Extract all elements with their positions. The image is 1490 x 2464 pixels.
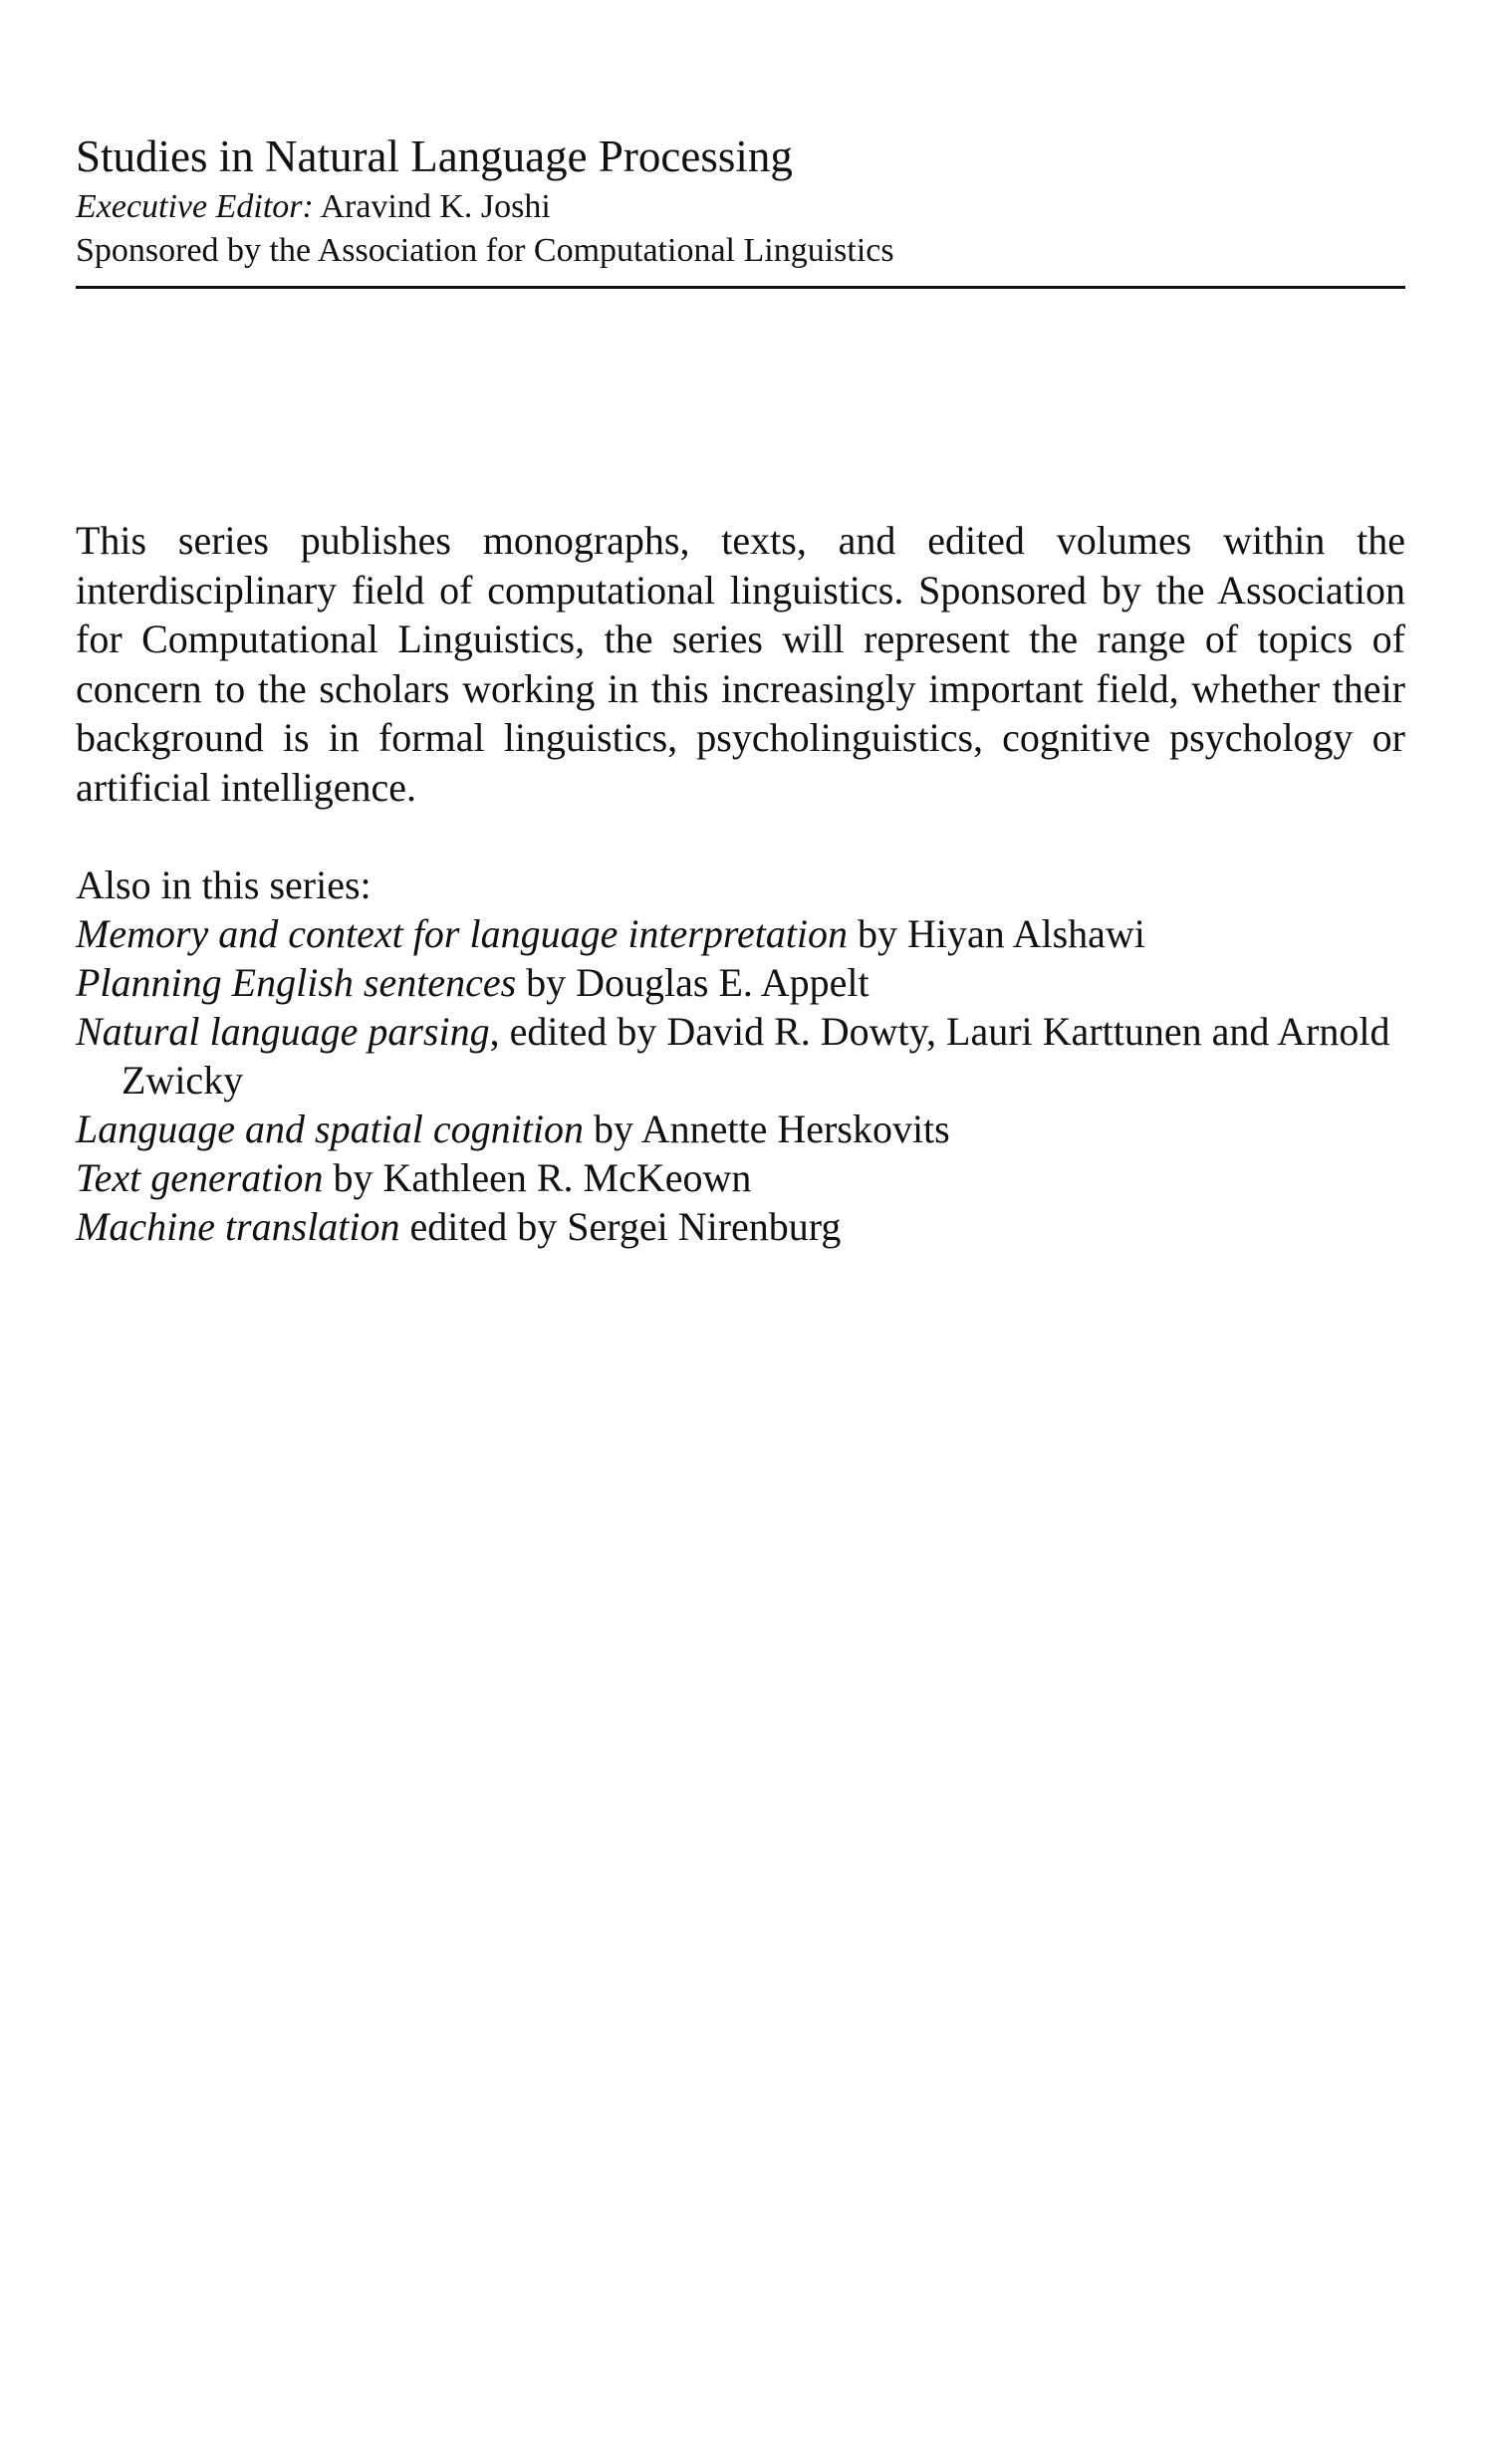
list-item (76, 1105, 1405, 1153)
list-item (76, 958, 1405, 1007)
book-credit: edited by Sergei Nirenburg (399, 1204, 842, 1249)
book-credit: by Hiyan Alshawi (848, 911, 1145, 956)
executive-editor-label: Executive Editor: (76, 188, 314, 225)
executive-editor-name: Aravind K. Joshi (313, 188, 551, 225)
also-in-series-heading: Also in this series: (76, 862, 372, 907)
sponsor-line: Sponsored by the Association for Computational Linguistics (76, 232, 894, 269)
list-item (76, 1153, 1405, 1202)
book-credit: by Kathleen R. McKeown (323, 1155, 752, 1200)
book-title: Natural language parsing (76, 1009, 490, 1054)
header-divider (76, 286, 1405, 289)
book-credit: by Annette Herskovits (584, 1107, 950, 1151)
executive-editor-line (76, 185, 1405, 229)
book-title: Planning English sentences (76, 960, 517, 1005)
book-page (76, 0, 1405, 2464)
book-title: Machine translation (76, 1204, 400, 1249)
list-item (76, 1202, 1405, 1251)
book-credit: , edited by David R. Dowty, Lauri Karttunen and Arnold Zwicky (122, 1009, 1390, 1103)
series-header (76, 127, 1405, 273)
book-title: Memory and context for language interpretation (76, 911, 849, 956)
list-item (76, 1007, 1405, 1105)
list-item (76, 909, 1405, 958)
also-in-series-section (76, 861, 1405, 1251)
series-title: Studies in Natural Language Processing (76, 131, 793, 181)
book-title: Text generation (76, 1155, 324, 1200)
book-title: Language and spatial cognition (76, 1107, 584, 1151)
series-book-list (76, 909, 1405, 1251)
book-credit: by Douglas E. Appelt (516, 960, 869, 1005)
series-description: This series publishes monographs, texts, and edited volumes within the interdisciplinary field of computational linguistics. Sponsored by the Association for Computational Linguistics, the series will represent the range of topics of concern to the scholars working in this increasingly important field, whether their background is in formal linguistics, psycholinguistics, cognitive psychology or artificial intelligence. (76, 518, 1405, 810)
